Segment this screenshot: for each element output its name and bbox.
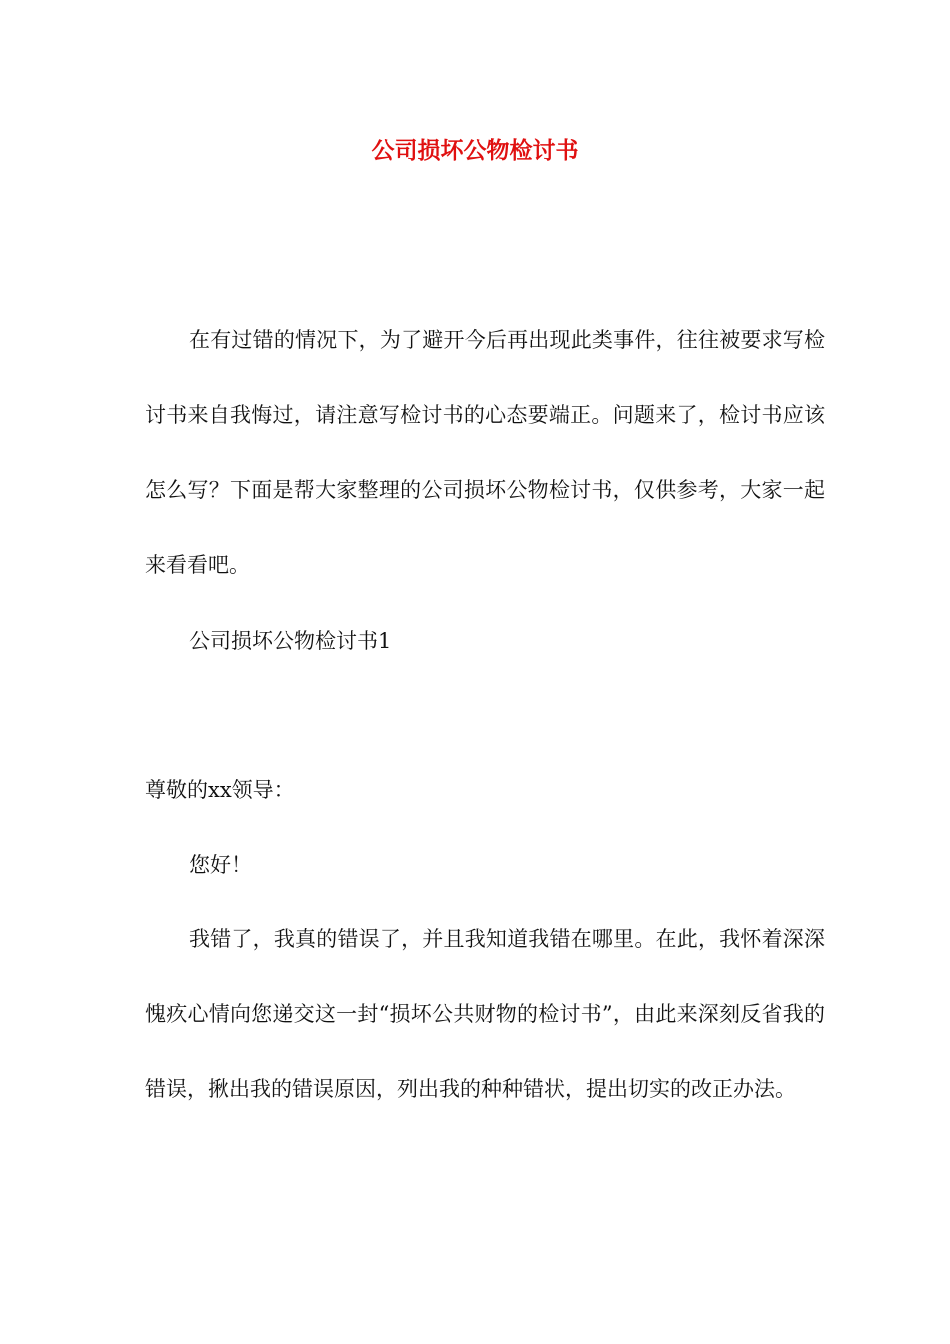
section-heading: 公司损坏公物检讨书1 (189, 629, 392, 653)
body-paragraph: 我错了，我真的错误了，并且我知道我错在哪里。在此，我怀着深深愧疚心情向您递交这一封“损坏公共财物的检讨书”，由此来深刻反省我的错误，揪出我的错误原因，列出我的种种错状，提出切实的改正办法。 (145, 927, 825, 1101)
greeting: 您好！ (189, 853, 252, 877)
salutation: 尊敬的xx领导： (145, 778, 295, 802)
document-title: 公司损坏公物检讨书 (371, 137, 579, 164)
intro-paragraph: 在有过错的情况下，为了避开今后再出现此类事件，往往被要求写检讨书来自我悔过，请注意写检讨书的心态要端正。问题来了，检讨书应该怎么写？下面是帮大家整理的公司损坏公物检讨书，仅供参考，大家一起来看看吧。 (145, 328, 825, 577)
